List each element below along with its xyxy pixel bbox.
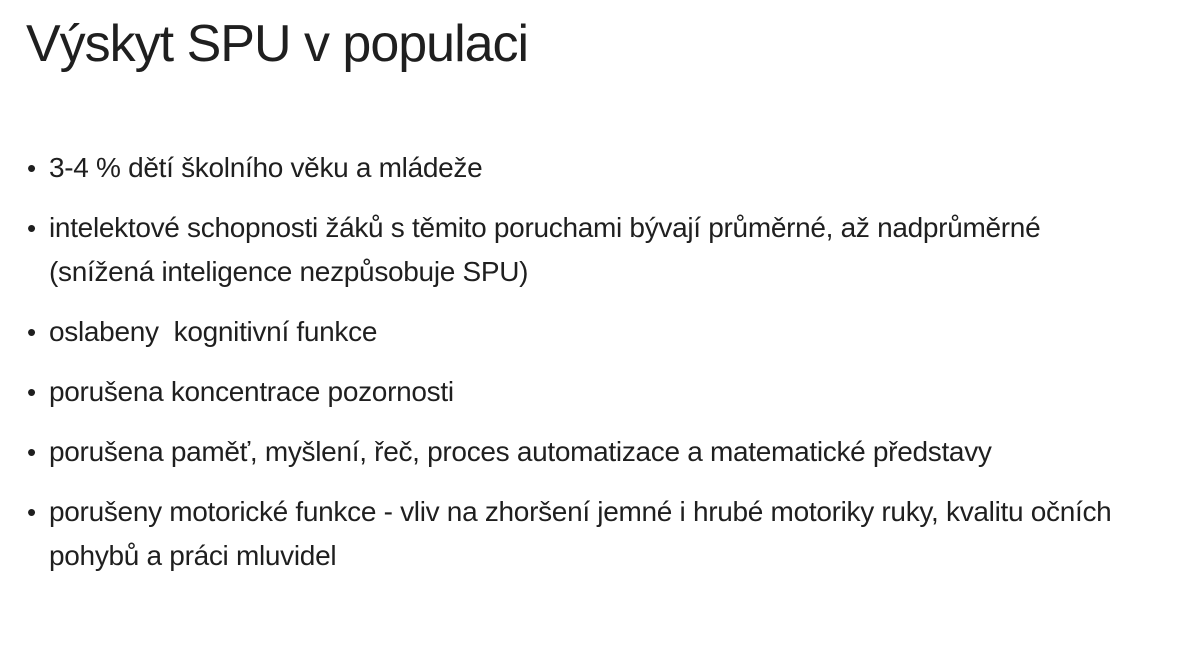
bullet-text: oslabeny kognitivní funkce xyxy=(49,316,378,347)
bullet-icon: • xyxy=(27,153,36,183)
bullet-icon: • xyxy=(27,377,36,407)
slide-title: Výskyt SPU v populaci xyxy=(26,15,529,73)
bullet-item xyxy=(27,490,1167,578)
bullet-icon: • xyxy=(27,317,36,347)
bullet-item xyxy=(27,206,1167,294)
bullet-text: 3-4 % dětí školního věku a mládeže xyxy=(49,152,483,183)
bullet-list xyxy=(27,146,1167,594)
bullet-text: porušena koncentrace pozornosti xyxy=(49,376,454,407)
bullet-item xyxy=(27,146,1167,190)
bullet-icon: • xyxy=(27,213,36,243)
bullet-icon: • xyxy=(27,437,36,467)
bullet-text: porušena paměť, myšlení, řeč, proces automatizace a matematické představy xyxy=(49,436,992,467)
bullet-text: intelektové schopnosti žáků s těmito poruchami bývají průměrné, až nadprůměrné (snížená inteligence nezpůsobuje SPU) xyxy=(49,212,1048,287)
bullet-item xyxy=(27,370,1167,414)
bullet-item xyxy=(27,310,1167,354)
bullet-item xyxy=(27,430,1167,474)
bullet-icon: • xyxy=(27,497,36,527)
bullet-text: porušeny motorické funkce - vliv na zhoršení jemné i hrubé motoriky ruky, kvalitu očních pohybů a práci mluvidel xyxy=(49,496,1119,571)
